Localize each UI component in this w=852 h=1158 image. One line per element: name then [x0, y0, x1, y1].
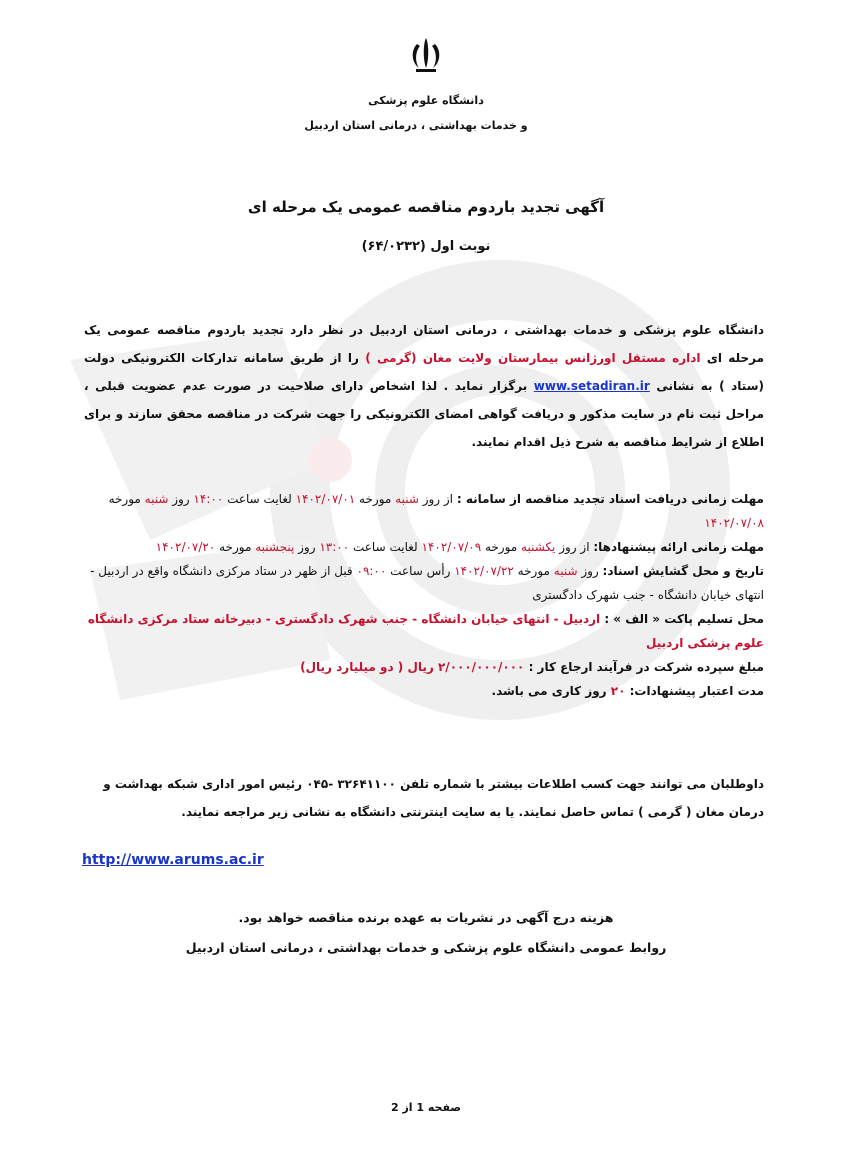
packet-label: محل تسلیم پاکت « الف » : [604, 612, 764, 626]
packet-row [84, 607, 764, 655]
deposit-row [84, 655, 764, 679]
schedule-section [84, 487, 764, 703]
text: مورخه [108, 492, 145, 506]
footer-public-relations: روابط عمومی دانشگاه علوم پزشکی و خدمات بهداشتی ، درمانی استان اردبیل [185, 940, 667, 955]
project-name: اداره مستقل اورژانس بیمارستان ولایت مغان (گرمی ) [365, 351, 701, 365]
bid-deadline-row [84, 535, 764, 559]
doc-day-end: شنبه [144, 492, 169, 506]
opening-time: ۰۹:۰۰ [356, 564, 387, 578]
doc-date-start: ۱۴۰۲/۰۷/۰۱ [295, 492, 356, 506]
bid-date-end: ۱۴۰۲/۰۷/۲۰ [155, 540, 216, 554]
bid-date-start: ۱۴۰۲/۰۷/۰۹ [421, 540, 482, 554]
bid-time: ۱۳:۰۰ [319, 540, 350, 554]
text: لغایت ساعت [223, 492, 296, 506]
setad-link[interactable]: www.setadiran.ir [533, 379, 650, 393]
doc-time: ۱۴:۰۰ [193, 492, 224, 506]
opening-day: شنبه [553, 564, 578, 578]
org-name-line2: و خدمات بهداشتی ، درمانی استان اردبیل [304, 119, 528, 132]
bid-day-start: یکشنبه [521, 540, 556, 554]
opening-label: تاریخ و محل گشایش اسناد: [602, 564, 764, 578]
deposit-label: مبلغ سپرده شرکت در فرآیند ارجاع کار : [528, 660, 764, 674]
bid-day-end: پنجشنبه [255, 540, 295, 554]
text: روز [168, 492, 194, 506]
opening-date: ۱۴۰۲/۰۷/۲۲ [454, 564, 514, 578]
text: روز [294, 540, 320, 554]
validity-row [84, 679, 764, 703]
university-website-link[interactable]: http://www.arums.ac.ir [82, 852, 264, 868]
text: مورخه [481, 540, 522, 554]
text: از روز [418, 492, 457, 506]
page-title: آگهی تجدید باردوم مناقصه عمومی یک مرحله ای [247, 198, 605, 216]
footer-cost-note: هزینه درج آگهی در نشریات به عهده برنده مناقصه خواهد بود. [238, 910, 614, 925]
doc-deadline-row [84, 487, 764, 535]
validity-days: ۲۰ [606, 684, 630, 698]
intro-text-4: برگزار نماید . لذا اشخاص دارای صلاحیت در صورت عدم عضویت قبلی ، مراحل ثبت نام در سایت مذکور و دریافت گواهی امضای الکترونیکی را جهت شرکت در مناقصه محقق سازند و برای اطلاع از شرایط مناقصه به شرح ذیل اقدام نمایند. [84, 379, 764, 449]
validity-label: مدت اعتبار پیشنهادات: [629, 684, 764, 698]
text: مورخه [215, 540, 256, 554]
doc-day-start: شنبه [395, 492, 419, 506]
intro-text-1: دانشگاه علوم پزشکی و خدمات بهداشتی ، درمانی استان اردبیل در نظر دارد تجدید باردوم مناقصه عمومی یک مرحله ای [84, 323, 765, 365]
page-number: صفحه 1 از 2 [390, 1101, 462, 1114]
org-name-line1: دانشگاه علوم پزشکی [368, 94, 484, 107]
validity-text: روز کاری می باشد. [491, 684, 607, 698]
text: مورخه [513, 564, 554, 578]
intro-text-3: را از طریق سامانه تدارکات الکترونیکی دولت (ستاد ) به نشانی [84, 351, 764, 393]
intro-paragraph [84, 316, 764, 456]
opening-location: قبل از ظهر در ستاد مرکزی دانشگاه واقع در اردبیل - انتهای خیابان دانشگاه - جنب شهرک دادگستری [90, 564, 764, 602]
text: مورخه [355, 492, 396, 506]
text: رأس ساعت [386, 564, 455, 578]
bid-deadline-label: مهلت زمانی ارائه پیشنهادها: [593, 540, 764, 554]
round-number: نوبت اول (۶۴/۰۲۳۲) [361, 239, 491, 254]
iran-emblem-icon [405, 34, 447, 76]
text: از روز [555, 540, 594, 554]
opening-row [84, 559, 764, 607]
doc-date-end: ۱۴۰۲/۰۷/۰۸ [704, 516, 764, 530]
packet-location: اردبیل - انتهای خیابان دانشگاه - جنب شهرک دادگستری - دبیرخانه ستاد مرکزی دانشگاه علوم پزشکی اردبیل [87, 612, 764, 650]
text: روز [577, 564, 603, 578]
text: لغایت ساعت [349, 540, 422, 554]
contact-paragraph: داوطلبان می توانند جهت کسب اطلاعات بیشتر با شماره تلفن ۳۲۶۴۱۱۰۰ -۰۴۵ رئیس امور اداری شبکه بهداشت و درمان مغان ( گرمی ) تماس حاصل نمایند. یا به سایت اینترنتی دانشگاه به نشانی زیر مراجعه نمایند. [103, 777, 764, 819]
deposit-amount: ۲/۰۰۰/۰۰۰/۰۰۰ ریال ( دو میلیارد ریال) [300, 660, 529, 674]
doc-deadline-label: مهلت زمانی دریافت اسناد تجدید مناقصه از سامانه : [456, 492, 764, 506]
